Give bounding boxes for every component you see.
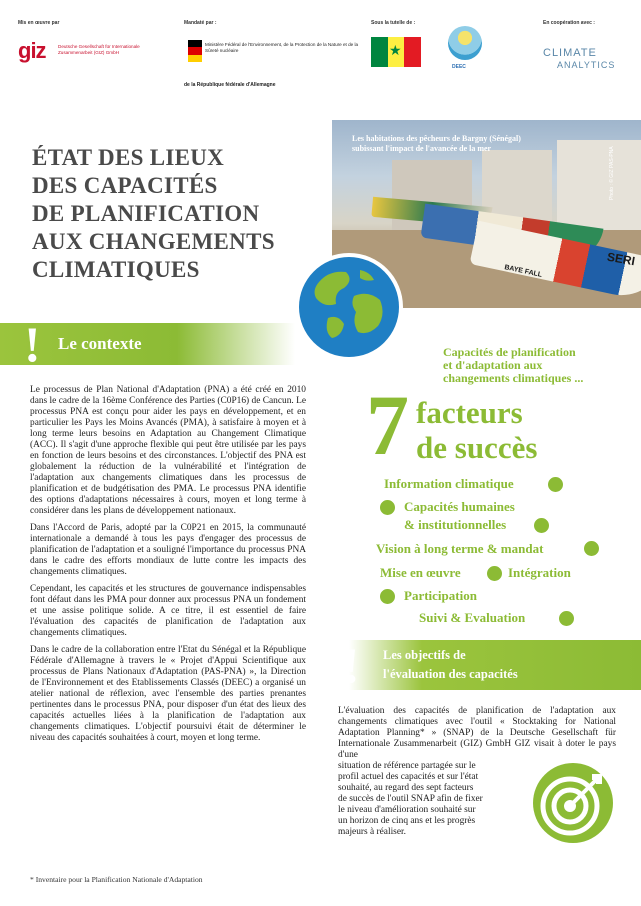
footnote: * Inventaire pour la Planification Nationale d'Adaptation: [30, 875, 203, 884]
contexte-body: [30, 385, 306, 750]
factor-item: Vision à long terme & mandat: [376, 541, 544, 556]
paragraph: Le processus de Plan National d'Adaptation (PNA) a été créé en 2010 dans le cadre de la 16ème Conférence des Parties (C0P16) de Cancun. Le processus PNA est conçu pour aider les pays en développement, et en particulier les Pays les Moins Avancés (PMA), à satisfaire à moyen et à long terme leurs besoins en Adaptation au Changement Climatique (ACC). Il s'agit d'une approche flexible qui peut être utilisée par les pays en fonction de leurs besoins et des circonstances. L'objectif des PNA est globalement la réduction de la vulnérabilité et l'intégration de l'adaptation aux changements climatiques dans les processus de planification et de budgétisation des PMA. Le processus PNA identifie des options d'adaptations nécessaires à cours, moyen et long terme à considérer dans les plans de développement nationaux.: [30, 385, 306, 516]
contexte-heading: Le contexte: [58, 334, 142, 353]
climate-analytics-logo: CLIMATE: [543, 47, 597, 59]
impl-label: Mis en œuvre par: [18, 20, 60, 26]
boat-text: SERI: [605, 249, 637, 269]
contexte-band: [0, 316, 295, 372]
mandated-label: Mandaté par :: [184, 20, 217, 26]
factor-item: Suivi & Evaluation: [419, 610, 526, 625]
paragraph: L'évaluation des capacités de planification de l'adaptation aux changements climatiques avec l'outil « Stocktaking for National Adaptation Planning* » (SNAP) de la Deutsche Gesellschaft für Internationale Zusammenarbeit (GIZ) GmbH GIZ visait à doter le pays d'une: [338, 706, 616, 760]
photo-caption: Les habitations des pêcheurs de Bargny (Sénégal) subissant l'impact de l'avancée de la mer: [352, 134, 521, 153]
exclamation-icon: !: [343, 637, 360, 693]
senegal-flag-icon: ★: [371, 37, 421, 67]
page-title: ÉTAT DES LIEUX DES CAPACITÉS DE PLANIFICATION AUX CHANGEMENTS CLIMATIQUES: [32, 145, 275, 282]
factor-item: Mise en œuvre: [380, 565, 461, 580]
factor-item: Intégration: [508, 565, 571, 580]
bullet-dot-icon: [548, 477, 563, 492]
boat-text: BAYE FALL: [503, 264, 543, 279]
factors-word1: facteurs: [416, 395, 523, 430]
republic-text: de la République fédérale d'Allemagne: [184, 82, 276, 88]
factors-number: 7: [366, 377, 409, 473]
bullet-dot-icon: [559, 611, 574, 626]
giz-mark: giz: [18, 38, 46, 63]
giz-logo: [18, 40, 153, 66]
factor-item: Information climatique: [384, 476, 514, 491]
target-icon: [532, 762, 614, 844]
paragraph-wrap: situation de référence partagée sur le profil actuel des capacités et sur l'état souhaité, au regard des sept facteurs de succès de l'outil SNAP afin de fixer le niveau d'amélioration souhaité sur un horizon de cinq ans et les progrès majeurs à réaliser.: [338, 761, 483, 837]
factor-item: Capacités humaines: [404, 499, 515, 514]
paragraph: Dans l'Accord de Paris, adopté par la C0P21 en 2015, la communauté internationale a demandé à tous les pays d'engager des processus de planification de l'adaptation et a souligné l'importance du processus PNA dans le cadre des efforts mondiaux de lutte contre les impacts des changements climatiques.: [30, 523, 306, 577]
deec-logo-icon: [448, 26, 482, 60]
exclamation-icon: !: [24, 316, 41, 372]
coop-label: En coopération avec :: [543, 20, 595, 26]
photo-credit: Photo : © GIZ PAS-PNA: [609, 146, 615, 200]
tutelle-label: Sous la tutelle de :: [371, 20, 416, 26]
bullet-dot-icon: [380, 500, 395, 515]
factors-intro: Capacités de planification et d'adaptation aux changements climatiques ...: [443, 345, 584, 385]
factors-word2: de succès: [416, 430, 538, 465]
factor-item: Participation: [404, 588, 477, 603]
bullet-dot-icon: [584, 541, 599, 556]
bullet-dot-icon: [487, 566, 502, 581]
factor-item: & institutionnelles: [404, 517, 507, 532]
giz-text: Deutsche Gesellschaft für Internationale Zusammenarbeit (GIZ) GmbH: [58, 44, 140, 55]
objectifs-heading: Les objectifs de l'évaluation des capacités: [383, 648, 518, 681]
deec-text: DEEC: [452, 64, 466, 70]
bullet-dot-icon: [534, 518, 549, 533]
objectifs-band: [343, 637, 641, 693]
paragraph: Cependant, les capacités et les structures de gouvernance indispensables font défaut dans les PMA pour donner aux processus PNA un fondement et une assise politique solide. A ce titre, il est essentiel de faire l'évaluation des capacités de planification de l'adaptation aux changements climatiques.: [30, 584, 306, 638]
germany-flag-icon: [188, 40, 202, 62]
bullet-dot-icon: [380, 589, 395, 604]
ministry-text: Ministère Fédéral de l'Environnement, de la Protection de la Nature et de la Sûreté nucléaire: [205, 42, 359, 53]
climate-analytics-logo-line2: ANALYTICS: [557, 60, 616, 70]
paragraph: Dans le cadre de la collaboration entre l'Etat du Sénégal et la République Fédérale d'Allemagne à travers le « Projet d'Appui Scientifique aux processus de Plans Nationaux d'Adaptation (PAS-PNA) », la Direction de l'Environnement et des Etablissements Classés (DEEC) a organisé un atelier national de réflexion, avec l'ensemble des parties prenantes pertinentes dans le processus PNA, pour disposer d'un état des lieux des capacités actuelles liées à la planification de l'adaptation aux changements climatiques. L'objectif poursuivi était de déterminer le niveau des capacités souhaitées à court, moyen et long terme.: [30, 645, 306, 743]
